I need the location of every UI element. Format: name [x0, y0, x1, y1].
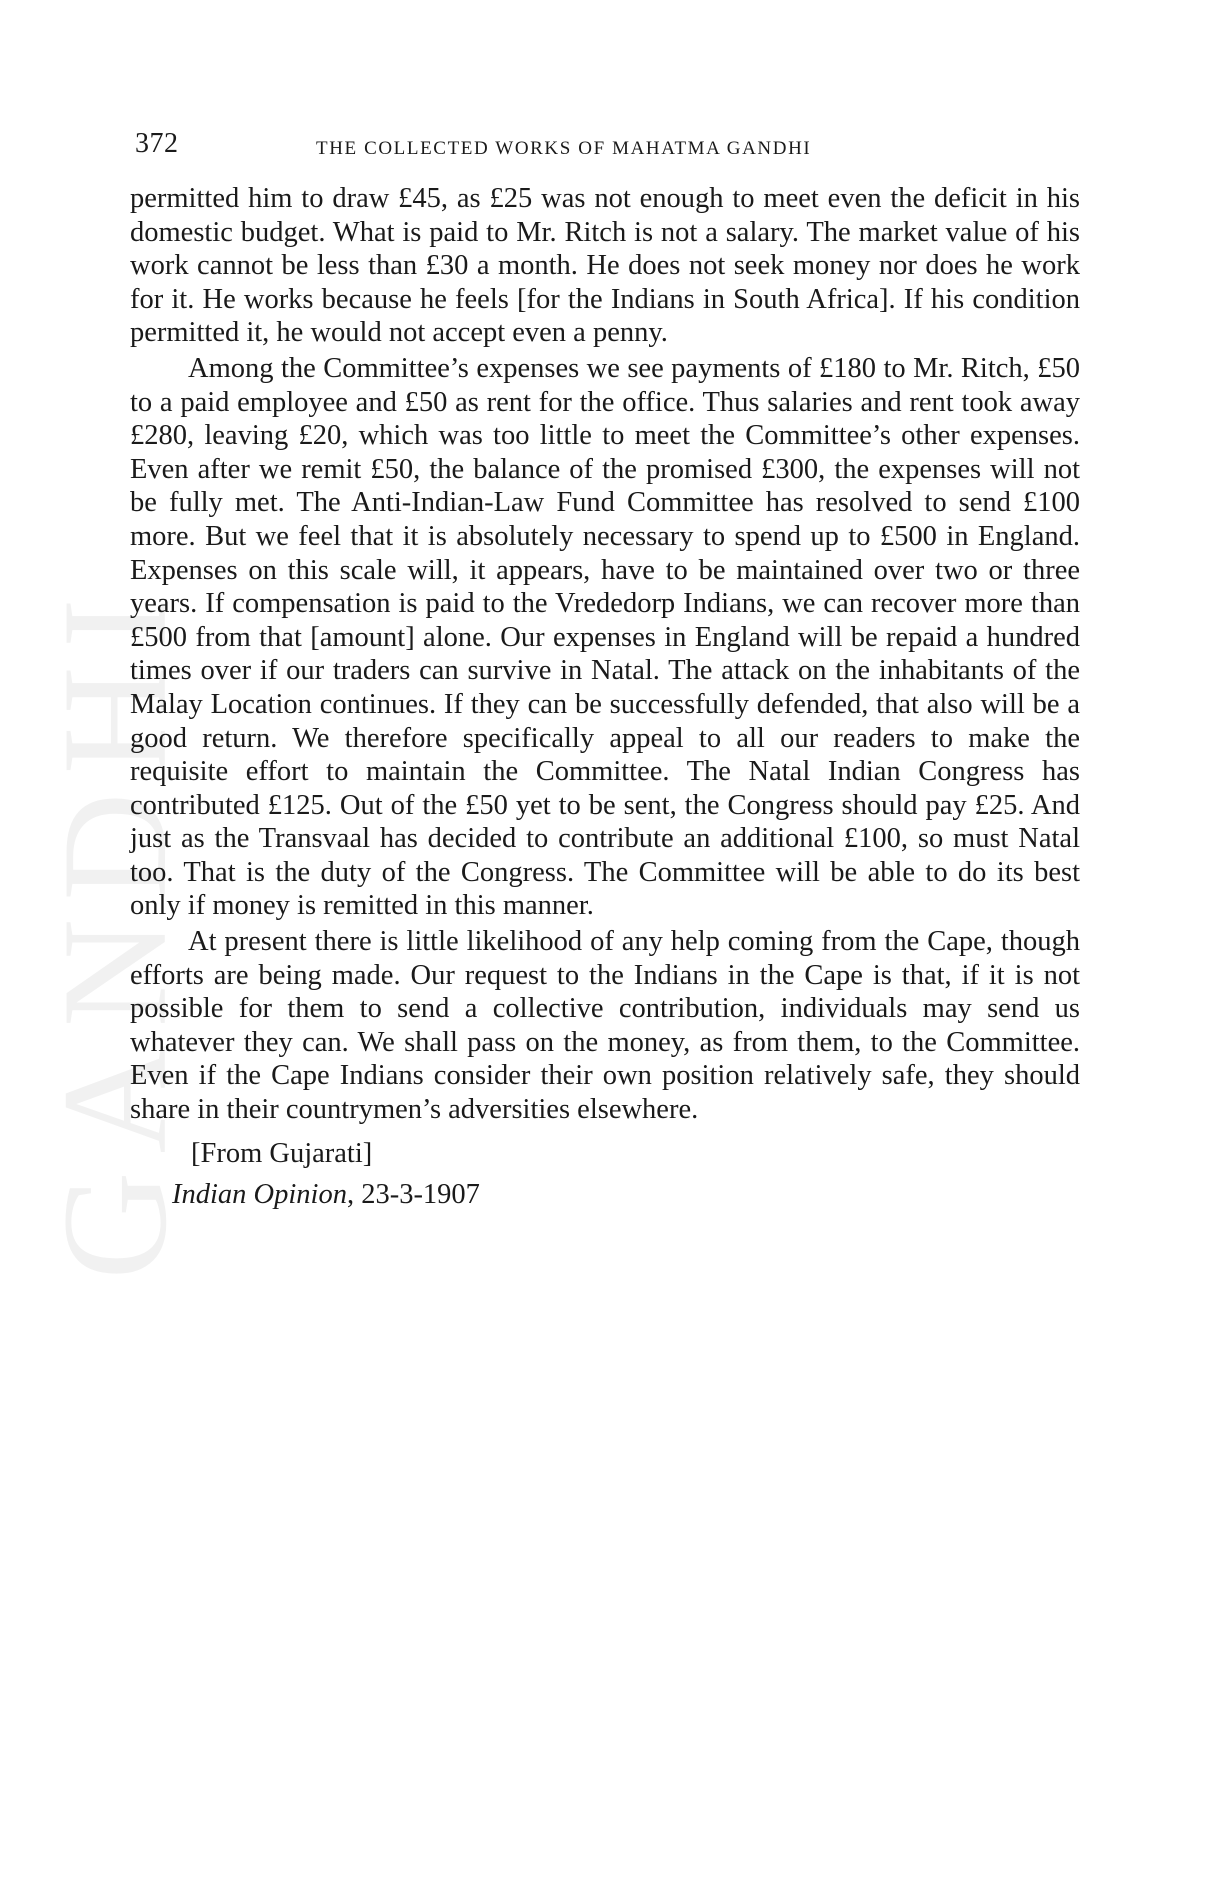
- paragraph-2: Among the Committee’s expenses we see payments of £180 to Mr. Ritch, £50 to a paid employee and £50 as rent for the office. Thus salaries and rent took away £280, leaving £20, which was too little to meet the Committee’s other expenses. Even after we remit £50, the balance of the promised £300, the expenses will not be fully met. The Anti-Indian-Law Fund Committee has resolved to send £100 more. But we feel that it is absolutely necessary to spend up to £500 in England. Expenses on this scale will, it appears, have to be maintained over two or three years. If compensation is paid to the Vrededorp Indians, we can recover more than £500 from that [amount] alone. Our expenses in England will be repaid a hundred times over if our traders can survive in Natal. The attack on the inhabitants of the Malay Location continues. If they can be successfully defended, that also will be a good return. We therefore specifically appeal to all our readers to make the requisite effort to maintain the Committee. The Natal Indian Congress has contributed £125. Out of the £50 yet to be sent, the Congress should pay £25. And just as the Transvaal has decided to contribute an additional £100, so must Natal too. That is the duty of the Congress. The Committee will be able to do its best only if money is remitted in this manner.: [130, 352, 1080, 922]
- citation-publication: Indian Opinion: [172, 1179, 347, 1211]
- citation-date: , 23-3-1907: [346, 1179, 480, 1211]
- paragraph-1: permitted him to draw £45, as £25 was not enough to meet even the deficit in his domestic budget. What is paid to Mr. Ritch is not a salary. The market value of his work cannot be less than £30 a month. He does not seek money nor does he work for it. He works because he feels [for the Indians in South Africa]. If his condition permitted it, he would not accept even a penny.: [130, 183, 1080, 349]
- paragraph-3: At present there is little likelihood of any help coming from the Cape, though efforts are being made. Our request to the Indians in the Cape is that, if it is not possible for them to send a collective contribution, individuals may send us whatever they can. We shall pass on the money, as from them, to the Committee. Even if the Cape Indians consider their own position relatively safe, they should share in their countrymen’s adversities elsewhere.: [130, 926, 1080, 1126]
- body-text: [130, 182, 1080, 1212]
- page-number: 372: [135, 128, 179, 159]
- citation: [130, 1178, 1080, 1212]
- page-header: [130, 128, 1080, 168]
- watermark-text: GANDHI: [32, 580, 199, 1280]
- running-head: THE COLLECTED WORKS OF MAHATMA GANDHI: [316, 138, 812, 159]
- source-note: [From Gujarati]: [191, 1137, 373, 1169]
